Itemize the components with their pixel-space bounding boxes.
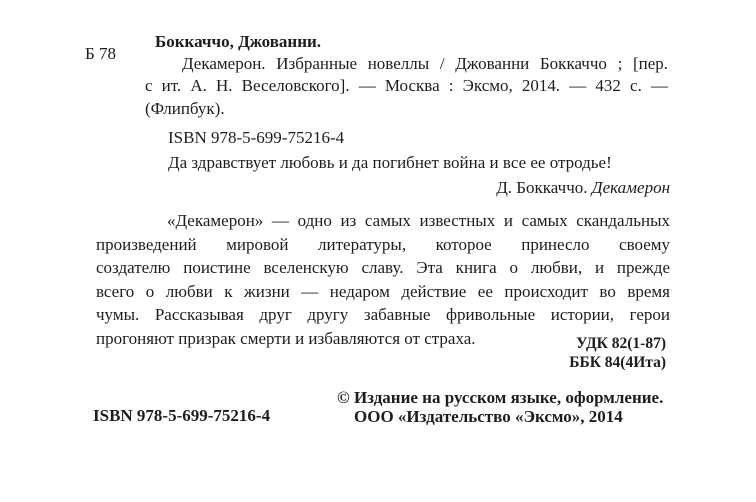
epigraph-attribution-work: Декамерон	[591, 178, 670, 197]
catalog-index-code: Б 78	[85, 44, 117, 63]
isbn-number: ISBN 978-5-699-75216-4	[168, 128, 345, 147]
annotation-line: чумы. Рассказывая друг другу забавные фривольные истории, герои	[96, 305, 670, 325]
annotation-line: «Декамерон» — одно из самых известных и самых скандальных	[167, 211, 670, 230]
bbk-code: ББК 84(4Ита)	[569, 354, 666, 371]
annotation-line: создателю поистине вселенскую славу. Эта книга о любви, и прежде	[96, 258, 670, 278]
bibliographic-record	[145, 53, 668, 120]
classification-codes	[96, 334, 666, 372]
epigraph-quote: Да здравствует любовь и да погибнет война и все ее отродье!	[168, 153, 612, 172]
publisher-line: ООО «Издательство «Эксмо», 2014	[354, 406, 623, 426]
copyright-line: © Издание на русском языке, оформление.	[337, 388, 664, 407]
annotation-line: всего о любви к жизни — недаром действие ее происходит во время	[96, 281, 670, 301]
epigraph-attribution-author: Д. Боккаччо.	[496, 178, 592, 197]
annotation-line: прогоняют призрак смерти и избавляются от страха.	[96, 328, 476, 348]
annotation-paragraph	[96, 209, 670, 351]
isbn-number-bottom: ISBN 978-5-699-75216-4	[93, 406, 271, 425]
copyright-notice	[337, 389, 663, 426]
bibliographic-record-line: Декамерон. Избранные новеллы / Джованни Боккаччо ; [пер.	[182, 54, 668, 73]
bibliographic-record-line: (Флипбук).	[145, 98, 225, 118]
annotation-line: произведений мировой литературы, которое принесло своему	[96, 234, 670, 254]
author-heading: Боккаччо, Джованни.	[155, 32, 322, 51]
udk-code: УДК 82(1-87)	[576, 335, 666, 352]
bibliographic-record-line: с ит. А. Н. Веселовского]. — Москва : Эксмо, 2014. — 432 с. —	[145, 76, 668, 96]
epigraph-attribution	[96, 177, 670, 199]
